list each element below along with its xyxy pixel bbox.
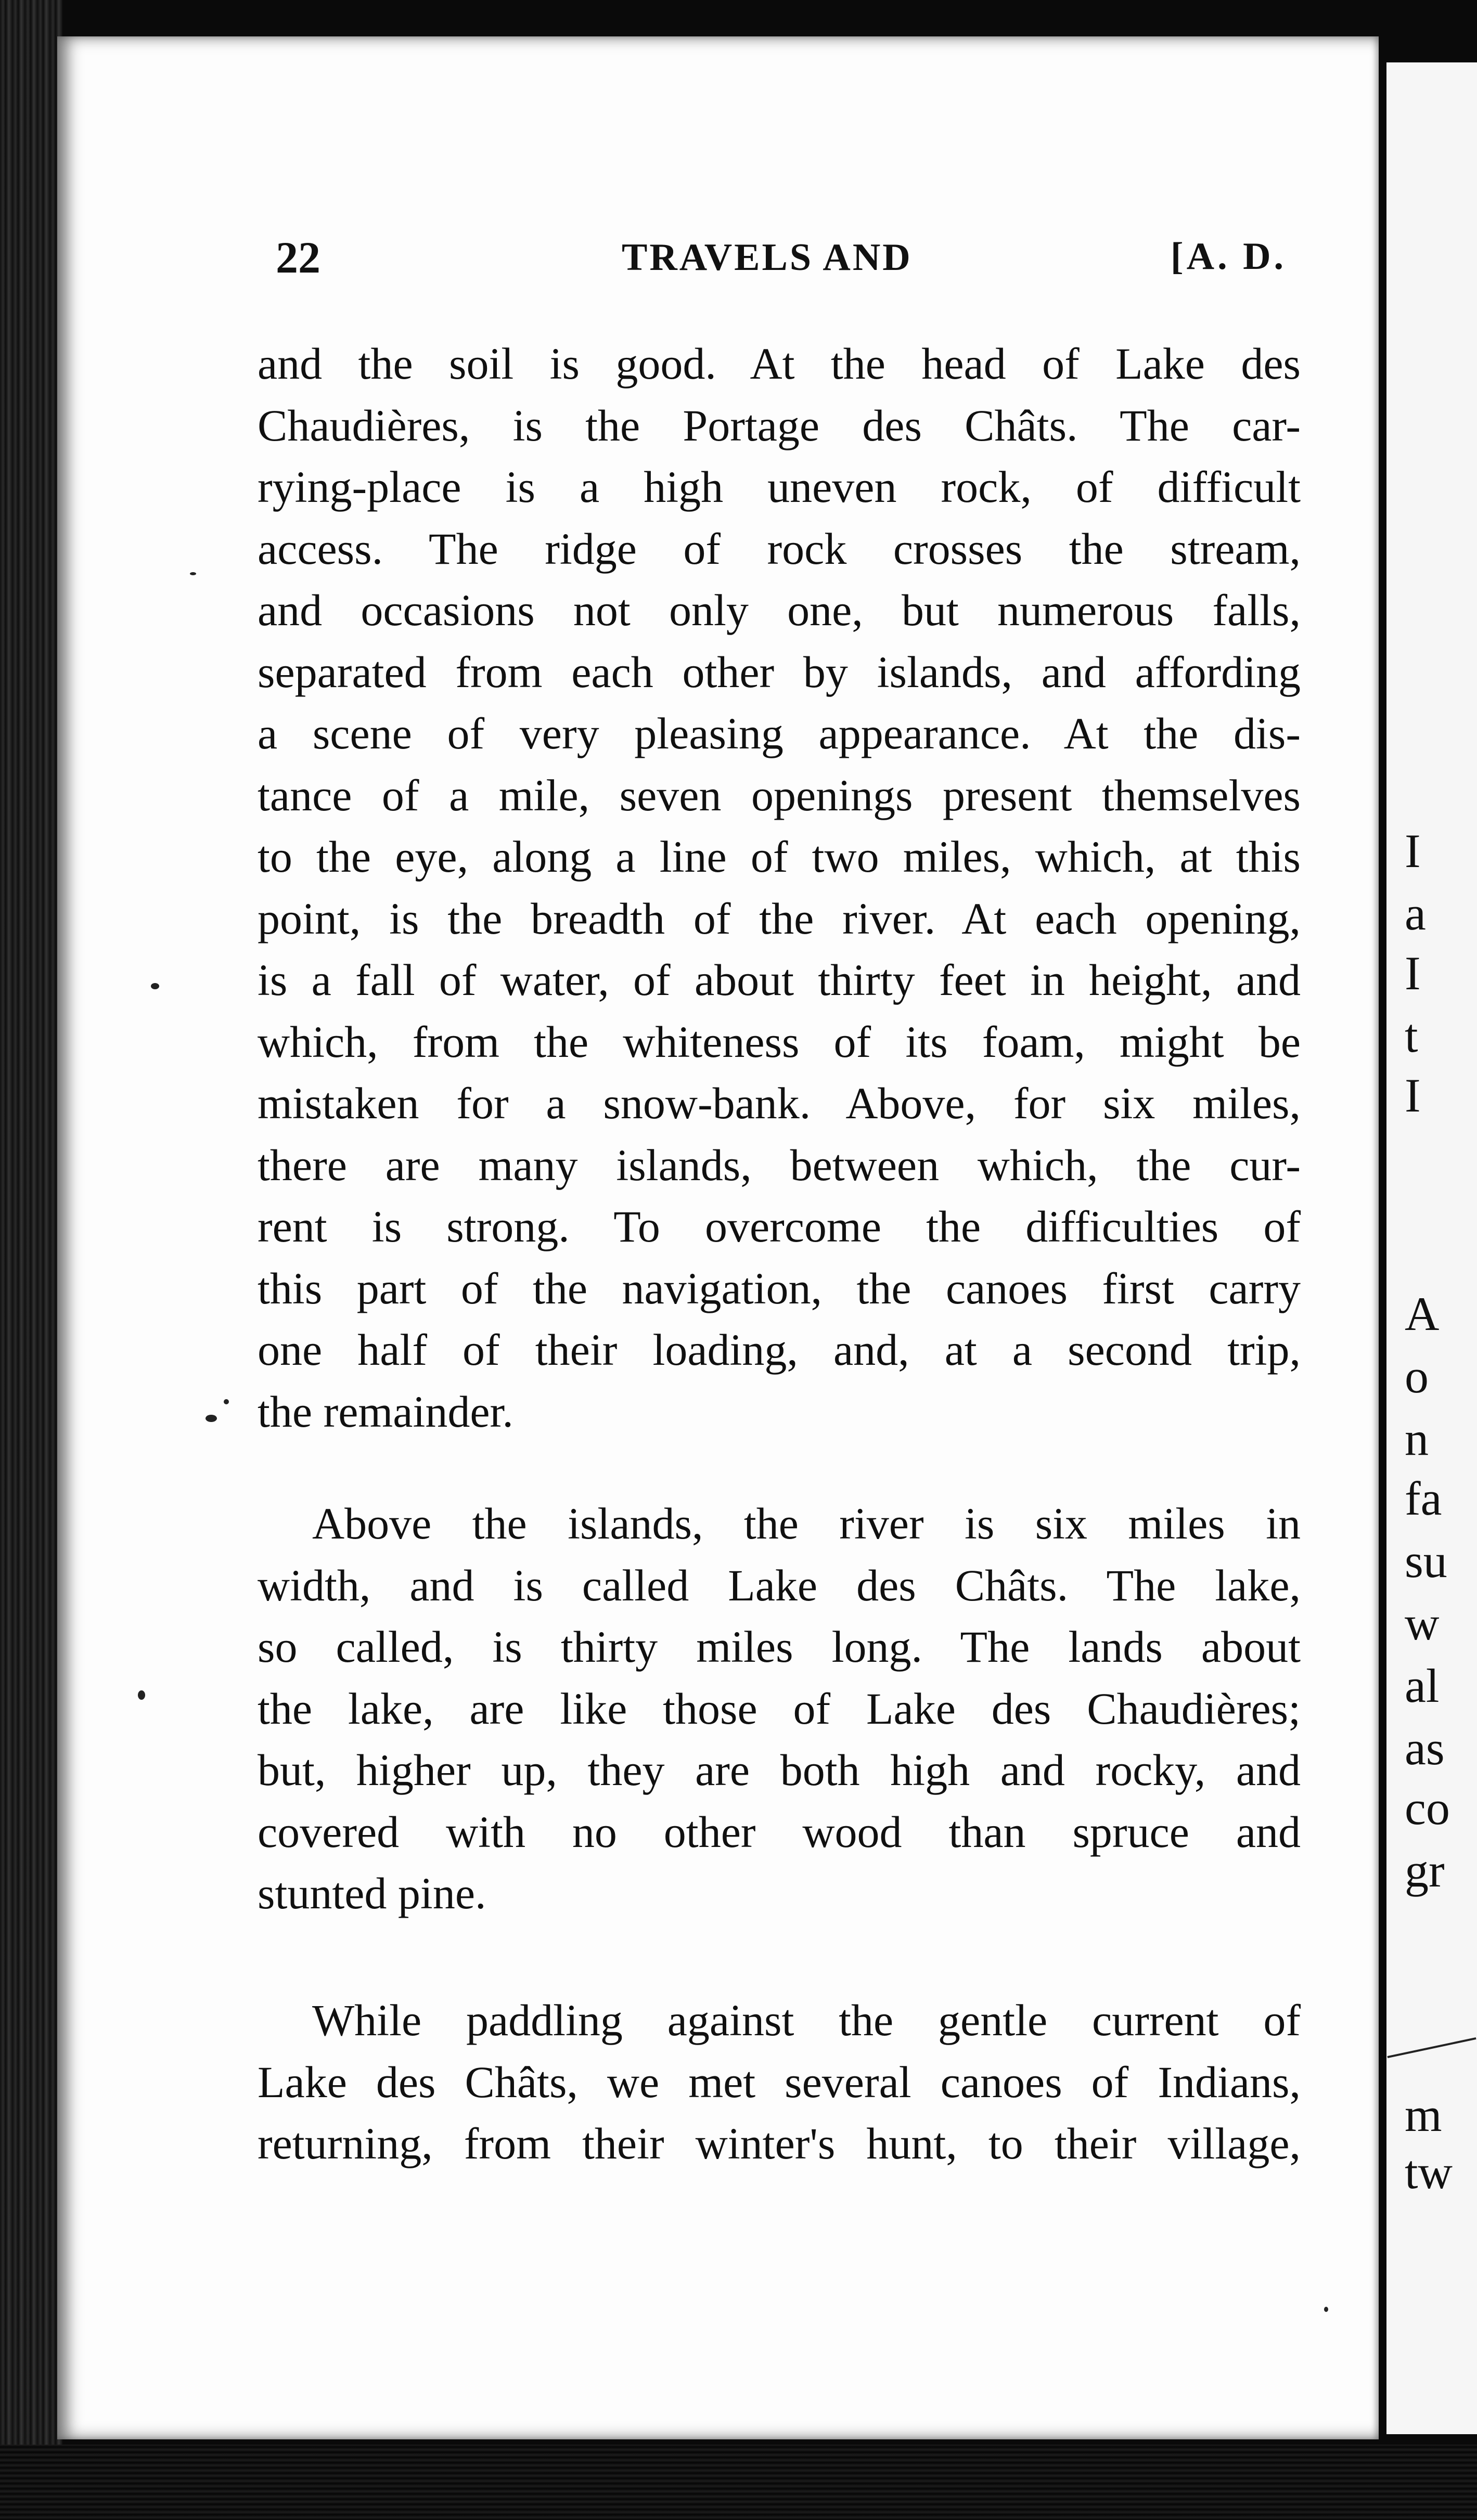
facing-fragment: m	[1405, 2088, 1442, 2141]
text-line: to the eye, along a line of two miles, which, at this	[258, 832, 1301, 882]
text-line: returning, from their winter's hunt, to their village,	[258, 2118, 1301, 2168]
text-line: a scene of very pleasing appearance. At the dis-	[258, 708, 1301, 758]
text-line: rying-place is a high uneven rock, of difficult	[258, 462, 1301, 512]
scan-speck	[190, 572, 196, 575]
facing-fragment: al	[1405, 1659, 1440, 1712]
scan-speck	[151, 983, 159, 989]
facing-page-rule	[1387, 2037, 1476, 2058]
paragraph-3	[258, 1989, 1301, 2175]
scan-speck	[138, 1690, 145, 1700]
facing-fragment: co	[1405, 1781, 1450, 1834]
running-title: TRAVELS AND	[622, 236, 913, 279]
text-line: mistaken for a snow-bank. Above, for six miles,	[258, 1078, 1301, 1128]
text-line: access. The ridge of rock crosses the stream,	[258, 523, 1301, 574]
text-line: one half of their loading, and, at a second trip,	[258, 1325, 1301, 1375]
facing-fragment: w	[1405, 1597, 1440, 1650]
text-line: rent is strong. To overcome the difficulties of	[258, 1201, 1301, 1251]
text-line: this part of the navigation, the canoes first carry	[258, 1263, 1301, 1313]
facing-fragment: I	[1405, 947, 1421, 1000]
text-line: point, is the breadth of the river. At each opening,	[258, 893, 1301, 944]
running-head	[276, 231, 1316, 289]
text-line: so called, is thirty miles long. The lands about	[258, 1622, 1301, 1672]
scan-speck	[224, 1399, 229, 1404]
scan-speck	[206, 1415, 217, 1422]
page-number: 22	[276, 232, 320, 282]
book-binding-edge	[0, 0, 62, 2520]
text-line: Above the islands, the river is six miles in	[312, 1498, 1301, 1548]
facing-fragment: tw	[1405, 2146, 1453, 2199]
text-line: which, from the whiteness of its foam, might be	[258, 1016, 1301, 1067]
text-line: separated from each other by islands, and affording	[258, 647, 1301, 697]
text-line: Chaudières, is the Portage des Châts. The car-	[258, 400, 1301, 450]
facing-fragment: I	[1405, 1069, 1421, 1122]
text-line: width, and is called Lake des Châts. The lake,	[258, 1560, 1301, 1610]
facing-fragment: I	[1405, 824, 1421, 877]
text-line: the lake, are like those of Lake des Chaudières;	[258, 1683, 1301, 1734]
scan-speck	[1324, 2307, 1328, 2312]
text-line: there are many islands, between which, the cur-	[258, 1140, 1301, 1190]
facing-fragment: su	[1405, 1534, 1447, 1587]
text-line: While paddling against the gentle current of	[312, 1995, 1301, 2045]
facing-fragment: a	[1405, 887, 1426, 940]
facing-page-edge	[1386, 62, 1477, 2434]
text-line: and occasions not only one, but numerous falls,	[258, 585, 1301, 635]
facing-fragment: o	[1405, 1350, 1429, 1403]
facing-fragment: fa	[1405, 1472, 1442, 1525]
text-line: tance of a mile, seven openings present themselves	[258, 770, 1301, 820]
running-date: [A. D.	[1171, 235, 1287, 278]
facing-fragment: n	[1405, 1412, 1429, 1465]
text-line: covered with no other wood than spruce and	[258, 1806, 1301, 1857]
facing-fragment: A	[1405, 1287, 1440, 1340]
scan-bottom-edge	[0, 2445, 1477, 2520]
text-line: stunted pine.	[258, 1868, 486, 1918]
text-line: the remainder.	[258, 1386, 513, 1437]
text-line: Lake des Châts, we met several canoes of Indians,	[258, 2057, 1301, 2107]
facing-fragment: gr	[1405, 1844, 1445, 1897]
facing-fragment: t	[1405, 1009, 1418, 1062]
text-line: is a fall of water, of about thirty feet in height, and	[258, 955, 1301, 1005]
paragraph-1	[258, 333, 1301, 1442]
text-line: but, higher up, they are both high and rocky, and	[258, 1745, 1301, 1795]
facing-fragment: as	[1405, 1722, 1445, 1775]
text-line: and the soil is good. At the head of Lake des	[258, 339, 1301, 389]
paragraph-2	[258, 1493, 1301, 1924]
